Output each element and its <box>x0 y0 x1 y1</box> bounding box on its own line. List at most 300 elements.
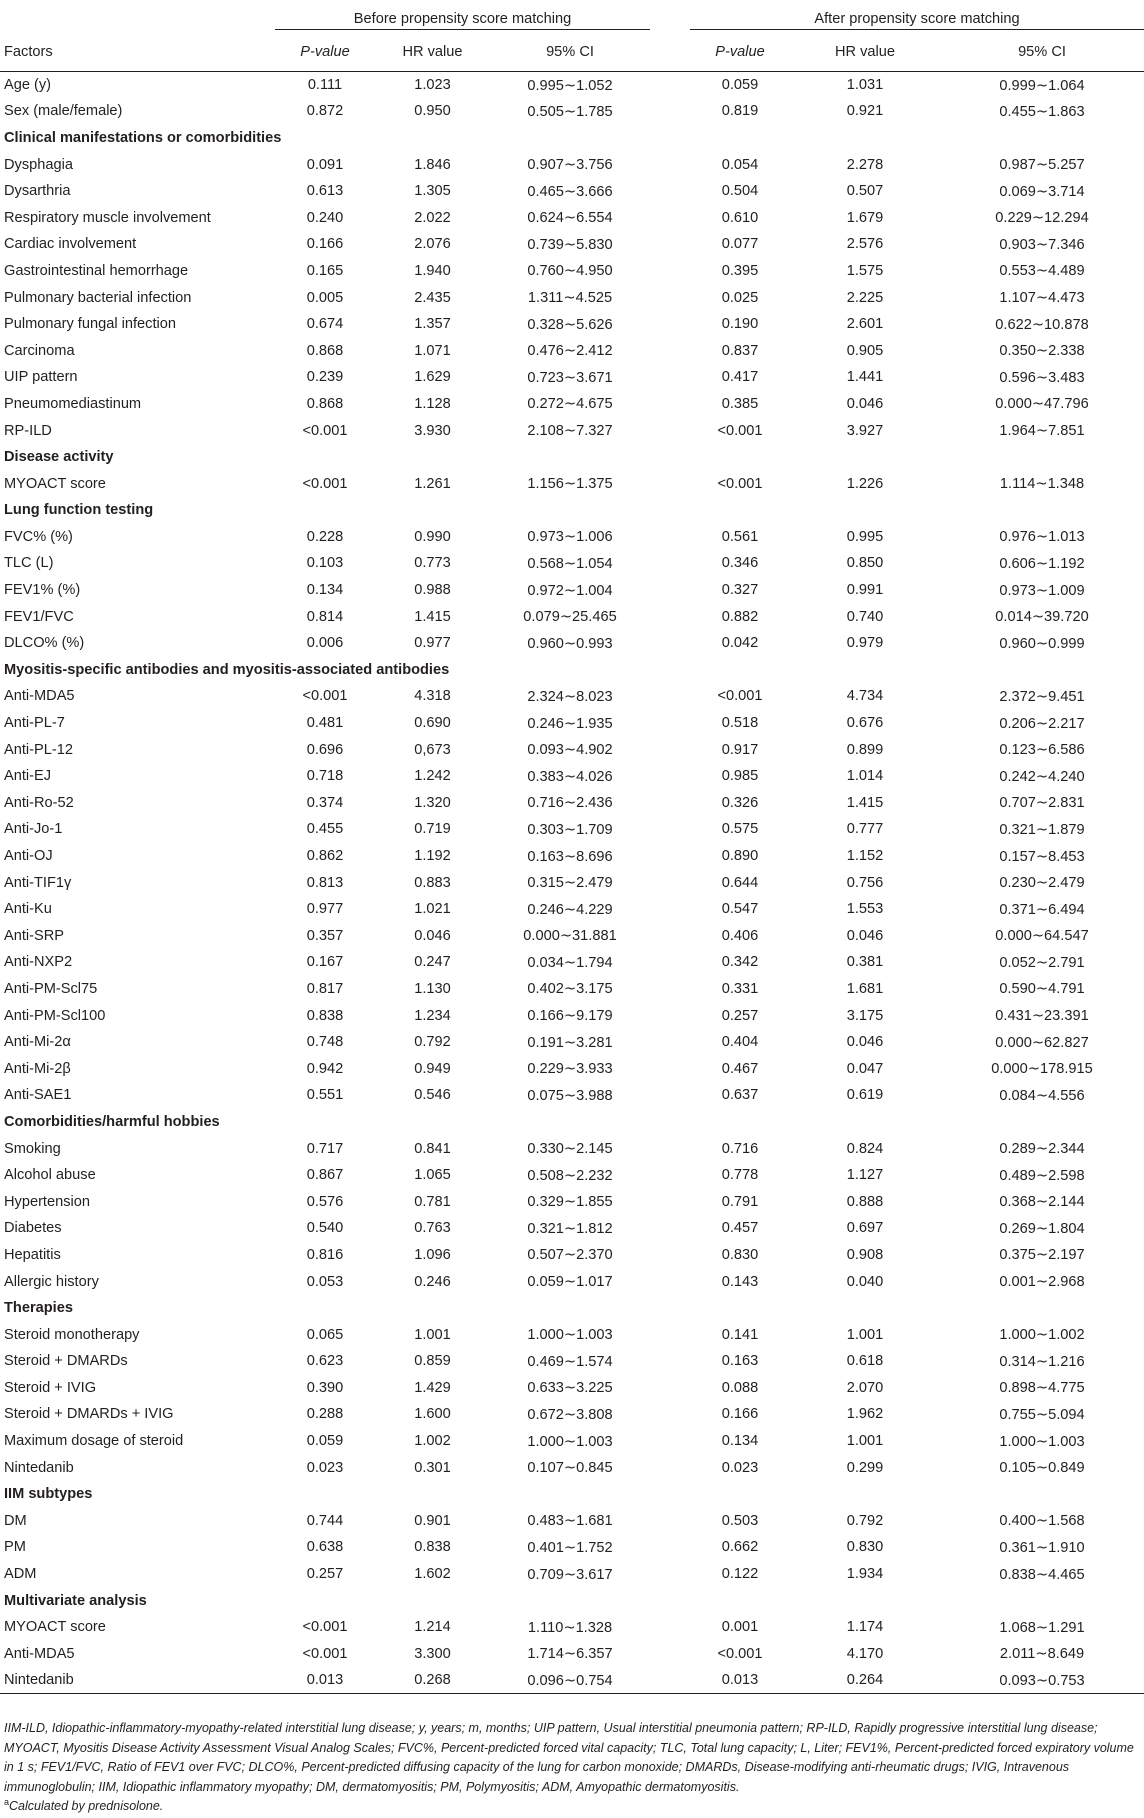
p-value-before-cell: 0.165 <box>306 262 344 279</box>
factor-cell: Anti-Mi-2α <box>4 1034 71 1051</box>
table-row <box>0 1188 1144 1215</box>
table-row <box>0 1029 1144 1056</box>
p-value-before-cell: 0.862 <box>306 848 344 865</box>
p-value-before-cell: 0.167 <box>306 954 344 971</box>
factor-cell: Anti-PL-12 <box>4 741 73 758</box>
hr-value-after-cell: 1.575 <box>846 262 884 279</box>
factor-cell: Anti-OJ <box>4 848 53 865</box>
section-header-row <box>0 1295 1144 1322</box>
ci-before-cell: 0.383∼4.026 <box>527 768 613 785</box>
factor-cell: Dysphagia <box>4 156 73 173</box>
gap-cell <box>650 1641 690 1668</box>
ci-after-cell: 1.000∼1.003 <box>999 1433 1085 1450</box>
hr-value-after-cell: 0.908 <box>846 1246 884 1263</box>
factor-cell: Anti-Ku <box>4 901 52 918</box>
p-value-after-cell: 0.257 <box>721 1007 759 1024</box>
ci-before-cell: 0.321∼1.812 <box>527 1220 613 1237</box>
p-value-before-cell: 0.134 <box>306 582 344 599</box>
p-value-before-cell: <0.001 <box>302 1619 348 1636</box>
hr-value-before-cell: 1.261 <box>414 475 451 492</box>
hr-value-after-cell: 1.014 <box>846 768 884 785</box>
table-row <box>0 524 1144 551</box>
p-value-after-cell: 0.662 <box>721 1539 759 1556</box>
gap-cell <box>650 976 690 1003</box>
p-value-after-cell: 0.342 <box>721 954 759 971</box>
ci-before-cell: 0.709∼3.617 <box>527 1566 613 1583</box>
ci-before-cell: 0.483∼1.681 <box>527 1513 613 1530</box>
p-value-after-cell: 0.503 <box>721 1512 759 1529</box>
ci-before-cell: 0.739∼5.830 <box>527 236 613 253</box>
hr-value-after-cell: 0.047 <box>846 1060 884 1077</box>
p-value-before-cell: 0.013 <box>275 1667 375 1694</box>
hr-value-after-cell: 0.979 <box>846 635 884 652</box>
hr-value-after-cell: 0.899 <box>846 741 884 758</box>
p-value-after-cell: 0.077 <box>721 236 759 253</box>
section-header-row <box>0 1481 1144 1508</box>
hr-value-after-cell: 0.618 <box>846 1353 884 1370</box>
hr-value-before-cell: 2.435 <box>414 289 451 306</box>
gap-cell <box>650 710 690 737</box>
p-value-after-cell: 0.141 <box>721 1326 759 1343</box>
p-value-after-cell: 0.417 <box>721 369 759 386</box>
table-row <box>0 949 1144 976</box>
hr-value-before-cell: 4.318 <box>414 688 451 705</box>
ci-after-cell: 0.069∼3.714 <box>999 183 1085 200</box>
ci-before-cell: 0.163∼8.696 <box>527 848 613 865</box>
gap-cell <box>650 1055 690 1082</box>
ci-after-cell: 0.431∼23.391 <box>995 1008 1089 1025</box>
factor-cell: Nintedanib <box>0 1667 275 1694</box>
ci-before-cell: 0.907∼3.756 <box>527 157 613 174</box>
p-value-after-cell: 0.644 <box>721 874 759 891</box>
group-rule-before <box>275 29 650 30</box>
table-row <box>0 1614 1144 1641</box>
p-value-after-cell: 0.001 <box>721 1619 759 1636</box>
gap-cell <box>650 311 690 338</box>
group-header-after-label: After propensity score matching <box>814 10 1020 27</box>
table-row <box>0 337 1144 364</box>
hr-value-before-cell: 0.838 <box>414 1539 451 1556</box>
table-row <box>0 417 1144 444</box>
table-row <box>0 1321 1144 1348</box>
gap-cell <box>650 1082 690 1109</box>
table-row <box>0 72 1144 99</box>
ci-after-cell: 0.084∼4.556 <box>999 1087 1085 1104</box>
gap-cell <box>650 1268 690 1295</box>
gap-cell <box>650 470 690 497</box>
hr-value-after-cell: 0.850 <box>846 555 884 572</box>
ci-after-cell: 0.622∼10.878 <box>995 316 1089 333</box>
factor-cell: Alcohol abuse <box>4 1167 96 1184</box>
ci-before-cell: 0.191∼3.281 <box>527 1034 613 1051</box>
table-row <box>0 816 1144 843</box>
ci-after-cell: 2.372∼9.451 <box>999 688 1085 705</box>
p-value-before-cell: 0.817 <box>306 980 344 997</box>
p-value-before-cell: <0.001 <box>302 422 348 439</box>
hr-value-before-cell: 0.988 <box>414 582 451 599</box>
table-row <box>0 843 1144 870</box>
factor-cell: PM <box>4 1539 26 1556</box>
hr-value-after-cell: 1.226 <box>846 475 884 492</box>
hr-value-before-cell: 1.096 <box>414 1246 451 1263</box>
ci-after-cell: 0.553∼4.489 <box>999 263 1085 280</box>
factor-cell: Steroid + DMARDs <box>4 1353 128 1370</box>
ci-before-cell: 0.469∼1.574 <box>527 1353 613 1370</box>
hr-value-after-cell: 0.740 <box>846 608 884 625</box>
factor-cell: Dysarthria <box>4 183 71 200</box>
p-value-after-cell: 0.385 <box>721 395 759 412</box>
ci-before-cell: 0.995∼1.052 <box>527 77 613 94</box>
table-row <box>0 1375 1144 1402</box>
p-value-after-cell: 0.122 <box>721 1566 759 1583</box>
factor-cell: Pulmonary bacterial infection <box>4 289 192 306</box>
ci-before-cell: 0.960∼0.993 <box>527 635 613 652</box>
p-value-after-cell: 0.163 <box>721 1353 759 1370</box>
table-row <box>0 1268 1144 1295</box>
hr-value-before-cell: 0.690 <box>414 715 451 732</box>
ci-after-cell: 0.052∼2.791 <box>999 954 1085 971</box>
hr-value-after-cell: 3.175 <box>846 1007 884 1024</box>
ci-before-cell: 0.093∼4.902 <box>527 742 613 759</box>
factor-cell: MYOACT score <box>4 1619 106 1636</box>
p-value-before-cell: 0.638 <box>306 1539 344 1556</box>
p-value-before-cell: <0.001 <box>302 475 348 492</box>
hr-value-before-cell: 0.949 <box>414 1060 451 1077</box>
hr-value-before-cell: 1.305 <box>414 183 451 200</box>
hr-value-before-cell: 0.268 <box>375 1667 490 1694</box>
group-header-after <box>690 7 1144 33</box>
ci-after-cell: 0.001∼2.968 <box>999 1274 1085 1291</box>
ci-after-cell: 0.157∼8.453 <box>999 848 1085 865</box>
ci-after-cell: 0.400∼1.568 <box>999 1513 1085 1530</box>
p-value-after-cell: 0.547 <box>721 901 759 918</box>
hr-value-after-cell: 0.507 <box>846 183 884 200</box>
ci-after-cell: 0.368∼2.144 <box>999 1194 1085 1211</box>
hr-value-after-cell: 0.888 <box>846 1193 884 1210</box>
table-row <box>0 470 1144 497</box>
hr-value-before-cell: 0.950 <box>414 103 451 120</box>
p-value-before-cell: 0.357 <box>306 927 344 944</box>
factor-cell: Steroid + IVIG <box>4 1379 97 1396</box>
gap-cell <box>650 1188 690 1215</box>
hr-value-after-cell: 0.046 <box>846 1034 884 1051</box>
ci-before-cell: 0.401∼1.752 <box>527 1539 613 1556</box>
factor-cell: MYOACT score <box>4 475 106 492</box>
ci-after-cell: 0.371∼6.494 <box>999 901 1085 918</box>
gap-cell <box>650 524 690 551</box>
hr-value-before-cell: 1.214 <box>414 1619 451 1636</box>
column-header-row <box>0 33 1144 72</box>
p-value-before-cell: 0.717 <box>306 1140 344 1157</box>
section-header-row <box>0 657 1144 684</box>
hr-value-before-cell: 1.429 <box>414 1379 451 1396</box>
gap-cell <box>650 923 690 950</box>
hr-value-before-cell: 1.128 <box>414 395 451 412</box>
ci-after-cell: 0.596∼3.483 <box>999 369 1085 386</box>
hr-value-after-cell: 0.905 <box>846 342 884 359</box>
hr-value-after-cell: 1.031 <box>846 77 884 94</box>
p-value-before-cell: 0.623 <box>306 1353 344 1370</box>
factor-cell: Steroid monotherapy <box>4 1326 140 1343</box>
ci-before-cell: 1.311∼4.525 <box>527 290 613 307</box>
ci-before-cell: 0.465∼3.666 <box>527 183 613 200</box>
p-value-before-cell: 0.005 <box>306 289 344 306</box>
ci-after-cell: 0.606∼1.192 <box>999 555 1085 572</box>
ci-before-cell: 0.505∼1.785 <box>527 103 613 120</box>
hr-value-after-cell: 0.995 <box>846 528 884 545</box>
p-value-after-cell: 0.331 <box>721 980 759 997</box>
p-value-after-cell: 0.166 <box>721 1406 759 1423</box>
ci-after-cell: 0.242∼4.240 <box>999 768 1085 785</box>
p-value-before-cell: 0.868 <box>306 342 344 359</box>
ci-before-cell: 0.672∼3.808 <box>527 1406 613 1423</box>
p-value-after-cell: 0.610 <box>721 209 759 226</box>
gap-cell <box>650 391 690 418</box>
p-value-before-cell: 0.942 <box>306 1060 344 1077</box>
ci-after-cell: 0.229∼12.294 <box>995 210 1089 227</box>
hr-value-after-cell: 1.681 <box>846 980 884 997</box>
header-ci-before: 95% CI <box>490 33 650 72</box>
ci-after-cell: 0.269∼1.804 <box>999 1220 1085 1237</box>
ci-after-cell: 0.755∼5.094 <box>999 1406 1085 1423</box>
hr-value-after-cell: 1.001 <box>846 1326 884 1343</box>
factor-cell: FEV1% (%) <box>4 582 81 599</box>
p-value-after-cell: 0.190 <box>721 316 759 333</box>
gap-cell <box>650 258 690 285</box>
p-value-before-cell: 0.065 <box>306 1326 344 1343</box>
table-row <box>0 1454 1144 1481</box>
ci-before-cell: 0.107∼0.845 <box>527 1460 613 1477</box>
hr-value-after-cell: 1.934 <box>846 1566 884 1583</box>
table-row <box>0 1428 1144 1455</box>
factor-cell: FEV1/FVC <box>4 608 74 625</box>
hr-value-after-cell: 0.299 <box>846 1459 884 1476</box>
ci-before-cell: 0.723∼3.671 <box>527 369 613 386</box>
table-row <box>0 763 1144 790</box>
hr-value-before-cell: 0.246 <box>414 1273 451 1290</box>
gap-cell <box>650 1428 690 1455</box>
gap-cell <box>650 896 690 923</box>
gap-cell <box>650 630 690 657</box>
ci-after-cell: 0.707∼2.831 <box>999 795 1085 812</box>
ci-before-cell: 0.624∼6.554 <box>527 210 613 227</box>
p-value-after-cell: 0.716 <box>721 1140 759 1157</box>
gap-cell <box>650 1508 690 1535</box>
section-header-row <box>0 1587 1144 1614</box>
factor-cell: Anti-PM-Scl75 <box>4 980 98 997</box>
p-value-after-cell: 0.404 <box>721 1034 759 1051</box>
p-value-before-cell: <0.001 <box>302 1645 348 1662</box>
gap-cell <box>650 1614 690 1641</box>
p-value-before-cell: 0.744 <box>306 1512 344 1529</box>
factor-cell: Anti-MDA5 <box>4 688 75 705</box>
hr-value-after-cell: 0.824 <box>846 1140 884 1157</box>
ci-before-cell: 0.760∼4.950 <box>527 263 613 280</box>
ci-before-cell: 0.330∼2.145 <box>527 1141 613 1158</box>
p-value-after-cell: 0.023 <box>721 1459 759 1476</box>
table-row <box>0 1242 1144 1269</box>
p-value-after-cell: 0.013 <box>690 1667 790 1694</box>
hr-value-before-cell: 1.021 <box>414 901 451 918</box>
ci-after-cell: 0.000∼64.547 <box>995 928 1089 945</box>
footnote-abbreviations: IIM-ILD, Idiopathic-inflammatory-myopathy-related interstitial lung disease; y, years; m, months; UIP pattern, Usual interstitial pneumonia pattern; RP-ILD, Rapidly progressive interstitial lung disease; MYOACT, Myositis Disease Activity Assessment Visual Analog Scales; FVC%, Percent-predicted forced vital capacity; TLC, Total lung capacity; L, Liter; FEV1%, Percent-predicted forced expiratory volume in 1 s; FEV1/FVC, Ratio of FEV1 over FVC; DLCO%, Percent-predicted diffusing capacity of the lung for carbon monoxide; DMARDs, Disease-modifying anti-rheumatic drugs; IVIG, Intravenous immunoglobulin; IIM, Idiopathic inflammatory myopathy; DM, dermatomyositis; PM, Polymyositis; ADM, Amyopathic dermatomyositis. <box>4 1721 1134 1794</box>
hr-value-after-cell: 1.152 <box>846 848 884 865</box>
gap-cell <box>650 1135 690 1162</box>
section-title: Disease activity <box>4 449 114 466</box>
p-value-before-cell: 0.166 <box>306 236 344 253</box>
hr-value-before-cell: 0.792 <box>414 1034 451 1051</box>
p-value-before-cell: 0.239 <box>306 369 344 386</box>
p-value-before-cell: 0.006 <box>306 635 344 652</box>
footnote-marker: a <box>4 1796 10 1807</box>
ci-before-cell: 0.328∼5.626 <box>527 316 613 333</box>
hr-value-before-cell: 0.546 <box>414 1087 451 1104</box>
gap-cell <box>650 790 690 817</box>
ci-after-cell: 0.314∼1.216 <box>999 1353 1085 1370</box>
header-factors: Factors <box>0 33 275 72</box>
hr-value-before-cell: 2.076 <box>414 236 451 253</box>
hr-value-after-cell: 2.225 <box>846 289 884 306</box>
hr-value-after-cell: 0.830 <box>846 1539 884 1556</box>
p-value-before-cell: 0.674 <box>306 316 344 333</box>
table-row <box>0 736 1144 763</box>
header-ci-after: 95% CI <box>940 33 1144 72</box>
p-value-after-cell: 0.054 <box>721 156 759 173</box>
table-row <box>0 1135 1144 1162</box>
table-row <box>0 1082 1144 1109</box>
hr-value-after-cell: 0.991 <box>846 582 884 599</box>
hr-value-after-cell: 1.553 <box>846 901 884 918</box>
ci-after-cell: 1.107∼4.473 <box>999 290 1085 307</box>
p-value-before-cell: 0.288 <box>306 1406 344 1423</box>
table-row <box>0 790 1144 817</box>
gap-cell <box>650 550 690 577</box>
hr-value-before-cell: 0.773 <box>414 555 451 572</box>
p-value-before-cell: 0.228 <box>306 528 344 545</box>
gap-cell <box>650 1667 690 1694</box>
factor-cell: Carcinoma <box>4 342 75 359</box>
p-value-after-cell: 0.088 <box>721 1379 759 1396</box>
table-row <box>0 1534 1144 1561</box>
hr-value-before-cell: 1.415 <box>414 608 451 625</box>
ci-before-cell: 1.000∼1.003 <box>527 1433 613 1450</box>
ci-before-cell: 0.972∼1.004 <box>527 582 613 599</box>
table-row <box>0 1667 1144 1694</box>
table-row <box>0 151 1144 178</box>
factor-cell: Anti-PM-Scl100 <box>4 1007 106 1024</box>
factor-cell: Hypertension <box>4 1193 90 1210</box>
p-value-before-cell: 0.091 <box>306 156 344 173</box>
hr-value-after-cell: 4.734 <box>846 688 884 705</box>
table-row <box>0 577 1144 604</box>
ci-after-cell: 0.123∼6.586 <box>999 742 1085 759</box>
header-p-value-before: P-value <box>275 33 375 72</box>
factor-cell: Anti-PL-7 <box>4 715 65 732</box>
table-row <box>0 1561 1144 1588</box>
gap-cell <box>650 417 690 444</box>
ci-before-cell: 0.568∼1.054 <box>527 555 613 572</box>
factor-cell: Gastrointestinal hemorrhage <box>4 262 189 279</box>
hr-value-before-cell: 0.841 <box>414 1140 451 1157</box>
gap-cell <box>650 231 690 258</box>
p-value-after-cell: 0.059 <box>721 77 759 94</box>
p-value-after-cell: 0.882 <box>721 608 759 625</box>
gap-cell <box>650 1401 690 1428</box>
ci-before-cell: 0.075∼3.988 <box>527 1087 613 1104</box>
p-value-before-cell: 0.059 <box>306 1433 344 1450</box>
hr-value-before-cell: 1.001 <box>414 1326 451 1343</box>
ci-before-cell: 0.716∼2.436 <box>527 795 613 812</box>
factor-cell: ADM <box>4 1566 37 1583</box>
factor-cell: Steroid + DMARDs + IVIG <box>4 1406 174 1423</box>
table-row <box>0 683 1144 710</box>
p-value-before-cell: 0.111 <box>307 77 343 94</box>
p-value-after-cell: 0.575 <box>721 821 759 838</box>
gap-cell <box>650 284 690 311</box>
hr-value-before-cell: 1.602 <box>414 1566 451 1583</box>
hr-value-after-cell: 1.415 <box>846 794 884 811</box>
p-value-after-cell: 0.504 <box>721 183 759 200</box>
ci-before-cell: 0.246∼1.935 <box>527 715 613 732</box>
ci-before-cell: 0.166∼9.179 <box>527 1008 613 1025</box>
gap-cell <box>650 178 690 205</box>
ci-after-cell: 0.973∼1.009 <box>999 582 1085 599</box>
factor-cell: UIP pattern <box>4 369 78 386</box>
ci-after-cell: 0.489∼2.598 <box>999 1167 1085 1184</box>
table-row <box>0 896 1144 923</box>
ci-before-cell: 0.507∼2.370 <box>527 1247 613 1264</box>
group-header-spacer <box>0 7 275 33</box>
p-value-before-cell: 0.576 <box>306 1193 344 1210</box>
hr-value-before-cell: 1.940 <box>414 262 451 279</box>
ci-after-cell: 0.361∼1.910 <box>999 1539 1085 1556</box>
hr-value-before-cell: 1.192 <box>414 848 451 865</box>
p-value-after-cell: 0.561 <box>721 528 759 545</box>
gap-cell <box>650 1561 690 1588</box>
ci-after-cell: 0.898∼4.775 <box>999 1380 1085 1397</box>
p-value-before-cell: 0.023 <box>306 1459 344 1476</box>
ci-after-cell: 0.321∼1.879 <box>999 821 1085 838</box>
table-row <box>0 1055 1144 1082</box>
ci-after-cell: 0.350∼2.338 <box>999 343 1085 360</box>
hr-value-after-cell: 0.921 <box>846 103 884 120</box>
ci-before-cell: 0.059∼1.017 <box>527 1274 613 1291</box>
table-row <box>0 1162 1144 1189</box>
table-row <box>0 923 1144 950</box>
hr-value-after-cell: 1.962 <box>846 1406 884 1423</box>
ci-after-cell: 0.230∼2.479 <box>999 875 1085 892</box>
table-row <box>0 284 1144 311</box>
factor-cell: Respiratory muscle involvement <box>4 209 211 226</box>
factor-cell: Anti-TIF1γ <box>4 874 72 891</box>
p-value-after-cell: 0.346 <box>721 555 759 572</box>
hr-value-after-cell: 1.001 <box>846 1433 884 1450</box>
p-value-after-cell: <0.001 <box>717 1645 763 1662</box>
p-value-after-cell: 0.830 <box>721 1246 759 1263</box>
hr-value-after-cell: 4.170 <box>846 1645 884 1662</box>
p-value-after-cell: 0.467 <box>721 1060 759 1077</box>
ci-before-cell: 0.034∼1.794 <box>527 954 613 971</box>
results-table <box>0 7 1144 1694</box>
gap-cell <box>650 1454 690 1481</box>
p-value-after-cell: 0.637 <box>721 1087 759 1104</box>
ci-after-cell: 1.000∼1.002 <box>999 1327 1085 1344</box>
ci-after-cell: 0.000∼178.915 <box>991 1061 1093 1078</box>
ci-before-cell: 1.714∼6.357 <box>527 1646 613 1663</box>
hr-value-before-cell: 1.130 <box>414 980 451 997</box>
table-row <box>0 391 1144 418</box>
gap-cell <box>650 736 690 763</box>
